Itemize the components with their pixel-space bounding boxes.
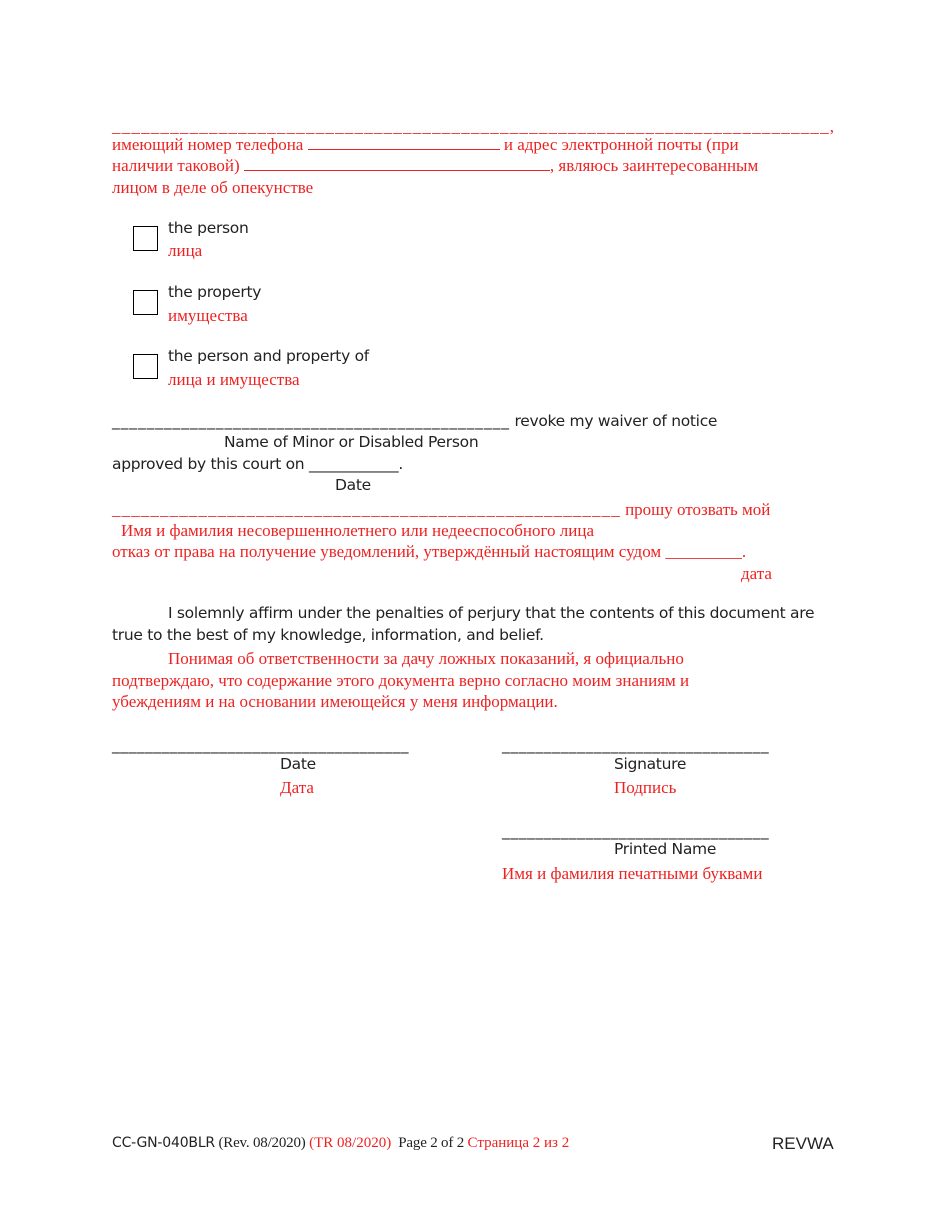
phone-label: имеющий номер телефона — [112, 135, 304, 154]
signature-line[interactable]: ________________________________ — [502, 736, 770, 754]
affirmation-ru-1: Понимая об ответственности за дачу ложных показаний, я официально — [168, 649, 684, 668]
minor-name-caption: Name of Minor or Disabled Person — [224, 433, 479, 451]
option-property-en: the property — [168, 283, 262, 301]
date-signature-line[interactable]: ____________________________________ — [112, 736, 409, 754]
email-blank[interactable] — [244, 170, 550, 171]
revoke-text-ru: прошу отозвать мой — [620, 500, 771, 519]
signature-label-en: Signature — [614, 755, 687, 773]
printed-name-label-ru: Имя и фамилия печатными буквами — [502, 864, 763, 883]
approved-text: approved by this court on ____________. — [112, 455, 403, 473]
option-person-property-en: the person and property of — [168, 347, 369, 365]
printed-name-label-en: Printed Name — [614, 840, 717, 858]
page-number-en: Page 2 of 2 — [391, 1135, 468, 1151]
intro-line-3: лицом в деле об опекунстве — [112, 178, 314, 197]
page-number-ru: Страница 2 из 2 — [467, 1135, 570, 1151]
printed-name-line[interactable]: ________________________________ — [502, 822, 770, 840]
date-label-ru: Дата — [280, 778, 314, 797]
date-caption-ru: дата — [741, 564, 772, 583]
option-person-en: the person — [168, 219, 249, 237]
option-person-ru: лица — [168, 241, 203, 260]
affirmation-ru-2: подтверждаю, что содержание этого документа верно согласно моим знаниям и — [112, 671, 690, 690]
affirmation-en-1: I solemnly affirm under the penalties of perjury that the contents of this document are — [168, 604, 815, 622]
checkbox-person-and-property[interactable] — [133, 354, 158, 379]
intro-dash-line: __________________________________________________________________________, — [112, 117, 836, 136]
date-caption: Date — [335, 476, 371, 494]
approved-text-ru — [112, 543, 746, 560]
affirmation-ru-3: убеждениям и на основании имеющейся у меня информации. — [112, 692, 558, 711]
affirmation-en-2: true to the best of my knowledge, information, and belief. — [112, 626, 544, 644]
minor-name-caption-ru: Имя и фамилия несовершеннолетнего или недееспособного лица — [121, 521, 595, 540]
minor-name-blank[interactable]: ______________________________________________ — [112, 412, 510, 430]
email-note: наличии таковой) — [112, 156, 240, 175]
footer — [112, 1135, 569, 1151]
minor-name-blank-ru[interactable]: _____________________________________________________ — [112, 500, 621, 519]
option-person-property-ru: лица и имущества — [168, 370, 300, 389]
signature-label-ru: Подпись — [614, 778, 677, 797]
email-label: и адрес электронной почты (при — [503, 135, 739, 154]
revoke-line-en — [112, 414, 717, 430]
intro-line-1 — [112, 136, 739, 153]
approved-label-ru: отказ от права на получение уведомлений, утверждённый настоящим судом — [112, 542, 662, 561]
form-revision: (Rev. 08/2020) — [214, 1135, 310, 1151]
intro-line-2 — [112, 157, 758, 174]
approved-date-blank-ru[interactable]: _________. — [661, 542, 747, 561]
checkbox-property[interactable] — [133, 290, 158, 315]
revoke-text: revoke my waiver of notice — [509, 412, 718, 430]
phone-blank[interactable] — [308, 149, 500, 150]
revoke-line-ru — [112, 501, 770, 518]
interested-party-text: , являюсь заинтересованным — [549, 156, 759, 175]
checkbox-person[interactable] — [133, 226, 158, 251]
date-label-en: Date — [280, 755, 316, 773]
form-id: REVWA — [772, 1134, 834, 1153]
option-property-ru: имущества — [168, 306, 248, 325]
form-code: CC-GN-040BLR — [112, 1135, 215, 1151]
translation-revision: (TR 08/2020) — [309, 1135, 392, 1151]
